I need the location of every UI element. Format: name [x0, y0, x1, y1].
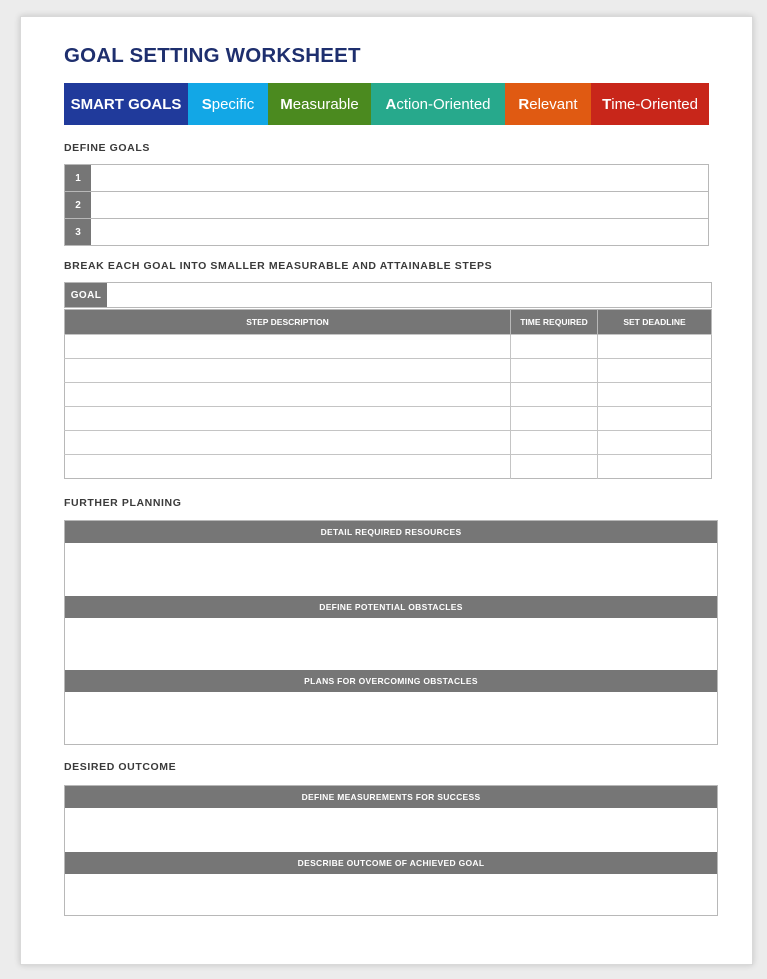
overcoming-input[interactable]	[65, 692, 717, 744]
measurements-header: DEFINE MEASUREMENTS FOR SUCCESS	[65, 786, 717, 808]
time-cell[interactable]	[511, 407, 598, 431]
step-cell[interactable]	[65, 335, 511, 359]
measurements-input[interactable]	[65, 808, 717, 852]
smart-initial: M	[280, 95, 293, 113]
further-planning-box	[64, 520, 718, 745]
overcoming-header: PLANS FOR OVERCOMING OBSTACLES	[65, 670, 717, 692]
goal-input-cell[interactable]	[91, 165, 708, 191]
worksheet-page	[20, 16, 753, 965]
goal-row	[65, 218, 708, 245]
step-cell[interactable]	[65, 359, 511, 383]
goal-number: 3	[65, 219, 91, 245]
deadline-cell[interactable]	[598, 359, 712, 383]
smart-rest: elevant	[529, 95, 578, 113]
smart-goals-label: SMART GOALS	[64, 83, 188, 125]
outcome-input[interactable]	[65, 874, 717, 915]
step-description-header: STEP DESCRIPTION	[65, 310, 511, 335]
goal-tag: GOAL	[65, 283, 107, 307]
deadline-cell[interactable]	[598, 383, 712, 407]
step-cell[interactable]	[65, 407, 511, 431]
smart-initial: A	[385, 95, 397, 113]
smart-initial: T	[602, 95, 612, 113]
step-cell[interactable]	[65, 431, 511, 455]
goal-line	[64, 282, 712, 308]
smart-relevant	[505, 83, 591, 125]
goal-input-cell[interactable]	[91, 219, 708, 245]
smart-initial: S	[201, 95, 212, 113]
goal-line-input[interactable]	[107, 283, 711, 307]
time-cell[interactable]	[511, 431, 598, 455]
page-title: GOAL SETTING WORKSHEET	[64, 44, 361, 67]
steps-header-row	[65, 310, 712, 335]
table-row	[65, 455, 712, 479]
table-row	[65, 431, 712, 455]
step-cell[interactable]	[65, 383, 511, 407]
obstacles-header: DEFINE POTENTIAL OBSTACLES	[65, 596, 717, 618]
define-goals-table	[64, 164, 709, 246]
smart-initial: R	[518, 95, 530, 113]
goal-row	[65, 165, 708, 191]
smart-goals-bar	[64, 83, 709, 125]
deadline-cell[interactable]	[598, 455, 712, 479]
smart-rest: ime-Oriented	[611, 95, 698, 113]
time-required-header: TIME REQUIRED	[511, 310, 598, 335]
table-row	[65, 407, 712, 431]
smart-rest: pecific	[211, 95, 255, 113]
further-planning-label: FURTHER PLANNING	[64, 497, 182, 509]
goal-row	[65, 191, 708, 218]
steps-label: BREAK EACH GOAL INTO SMALLER MEASURABLE AND ATTAINABLE STEPS	[64, 260, 493, 272]
goal-number: 1	[65, 165, 91, 191]
define-goals-label: DEFINE GOALS	[64, 142, 150, 154]
step-cell[interactable]	[65, 455, 511, 479]
steps-table	[64, 309, 712, 479]
outcome-header: DESCRIBE OUTCOME OF ACHIEVED GOAL	[65, 852, 717, 874]
smart-rest: ction-Oriented	[396, 95, 491, 113]
time-cell[interactable]	[511, 359, 598, 383]
desired-outcome-box	[64, 785, 718, 916]
smart-action-oriented	[371, 83, 505, 125]
deadline-cell[interactable]	[598, 431, 712, 455]
table-row	[65, 383, 712, 407]
time-cell[interactable]	[511, 455, 598, 479]
goal-input-cell[interactable]	[91, 192, 708, 218]
table-row	[65, 359, 712, 383]
time-cell[interactable]	[511, 383, 598, 407]
smart-specific	[188, 83, 268, 125]
smart-rest: easurable	[292, 95, 359, 113]
smart-measurable	[268, 83, 371, 125]
table-row	[65, 335, 712, 359]
desired-outcome-label: DESIRED OUTCOME	[64, 761, 177, 773]
resources-header: DETAIL REQUIRED RESOURCES	[65, 521, 717, 543]
deadline-cell[interactable]	[598, 335, 712, 359]
time-cell[interactable]	[511, 335, 598, 359]
deadline-cell[interactable]	[598, 407, 712, 431]
set-deadline-header: SET DEADLINE	[598, 310, 712, 335]
smart-time-oriented	[591, 83, 709, 125]
obstacles-input[interactable]	[65, 618, 717, 670]
resources-input[interactable]	[65, 543, 717, 596]
goal-number: 2	[65, 192, 91, 218]
